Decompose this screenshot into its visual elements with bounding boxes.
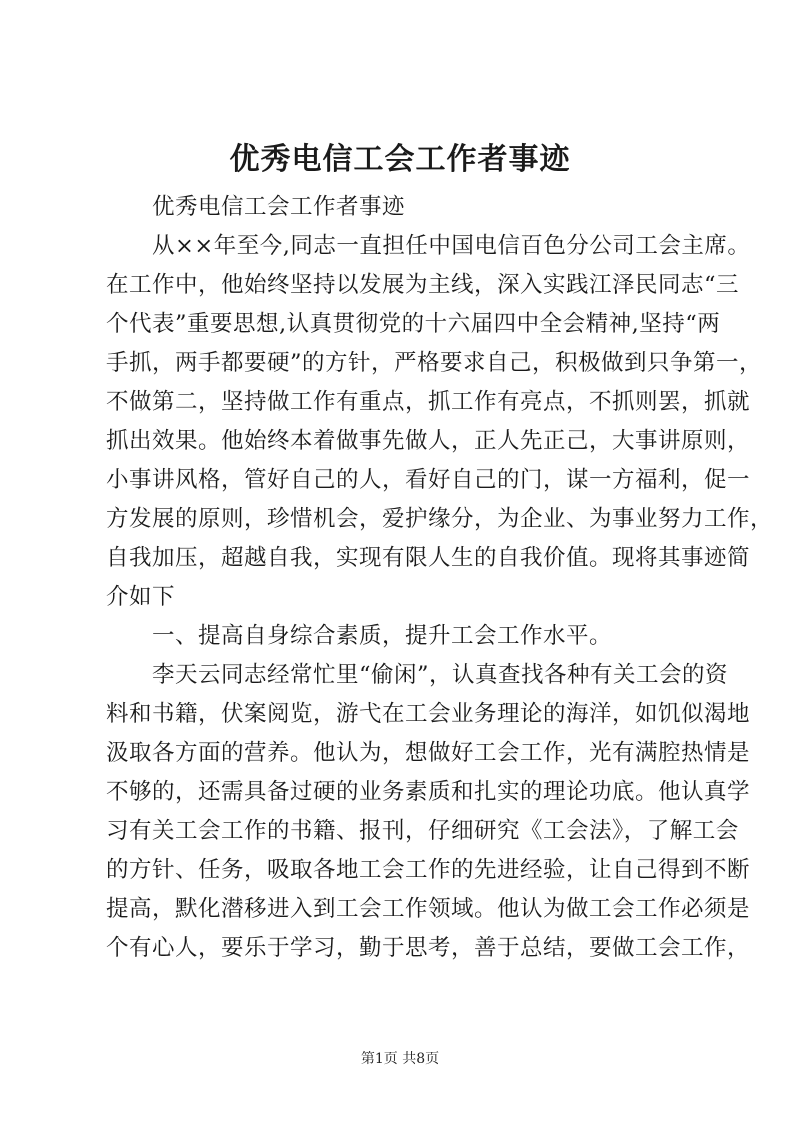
body-line: 不做第二，坚持做工作有重点，抓工作有亮点，不抓则罢，抓就 [106, 389, 751, 415]
page-footer: 第1页 共8页 [360, 1051, 440, 1067]
body-line: 个有心人，要乐于学习，勤于思考，善于总结，要做工会工作， [106, 935, 751, 961]
body-line: 优秀电信工会工作者事迹 [152, 194, 406, 220]
body-line: 从××年至今,同志一直担任中国电信百色分公司工会主席。 [152, 233, 751, 259]
body-line: 在工作中，他始终坚持以发展为主线，深入实践江泽民同志“三 [106, 272, 740, 298]
body-line: 抓出效果。他始终本着做事先做人，正人先正己，大事讲原则， [106, 428, 751, 454]
body-line: 李天云同志经常忙里“偷闲”，认真查找各种有关工会的资 [152, 662, 729, 688]
body-line: 提高，默化潜移进入到工会工作领域。他认为做工会工作必须是 [106, 896, 751, 922]
body-line: 的方针、任务，吸取各地工会工作的先进经验，让自己得到不断 [106, 857, 751, 883]
body-line: 习有关工会工作的书籍、报刊，仔细研究《工会法》，了解工会 [106, 818, 739, 844]
body-line: 自我加压，超越自我，实现有限人生的自我价值。现将其事迹简 [106, 545, 751, 571]
body-line: 小事讲风格，管好自己的人，看好自己的门，谋一方福利，促一 [106, 467, 751, 493]
body-line: 手抓，两手都要硬”的方针，严格要求自己，积极做到只争第一， [106, 350, 763, 376]
body-line: 个代表”重要思想,认真贯彻党的十六届四中全会精神,坚持“两 [106, 311, 721, 337]
body-line: 不够的，还需具备过硬的业务素质和扎实的理论功底。他认真学 [106, 779, 751, 805]
body-line: 汲取各方面的营养。他认为，想做好工会工作，光有满腔热情是 [106, 740, 751, 766]
body-line: 介如下 [106, 584, 176, 610]
document-title: 优秀电信工会工作者事迹 [229, 142, 571, 177]
body-line: 料和书籍，伏案阅览，游弋在工会业务理论的海洋，如饥似渴地 [106, 701, 751, 727]
document-body [106, 188, 774, 968]
body-line: 方发展的原则，珍惜机会，爱护缘分，为企业、为事业努力工作， [106, 506, 774, 532]
section-heading: 一、提高自身综合素质，提升工会工作水平。 [152, 623, 613, 649]
